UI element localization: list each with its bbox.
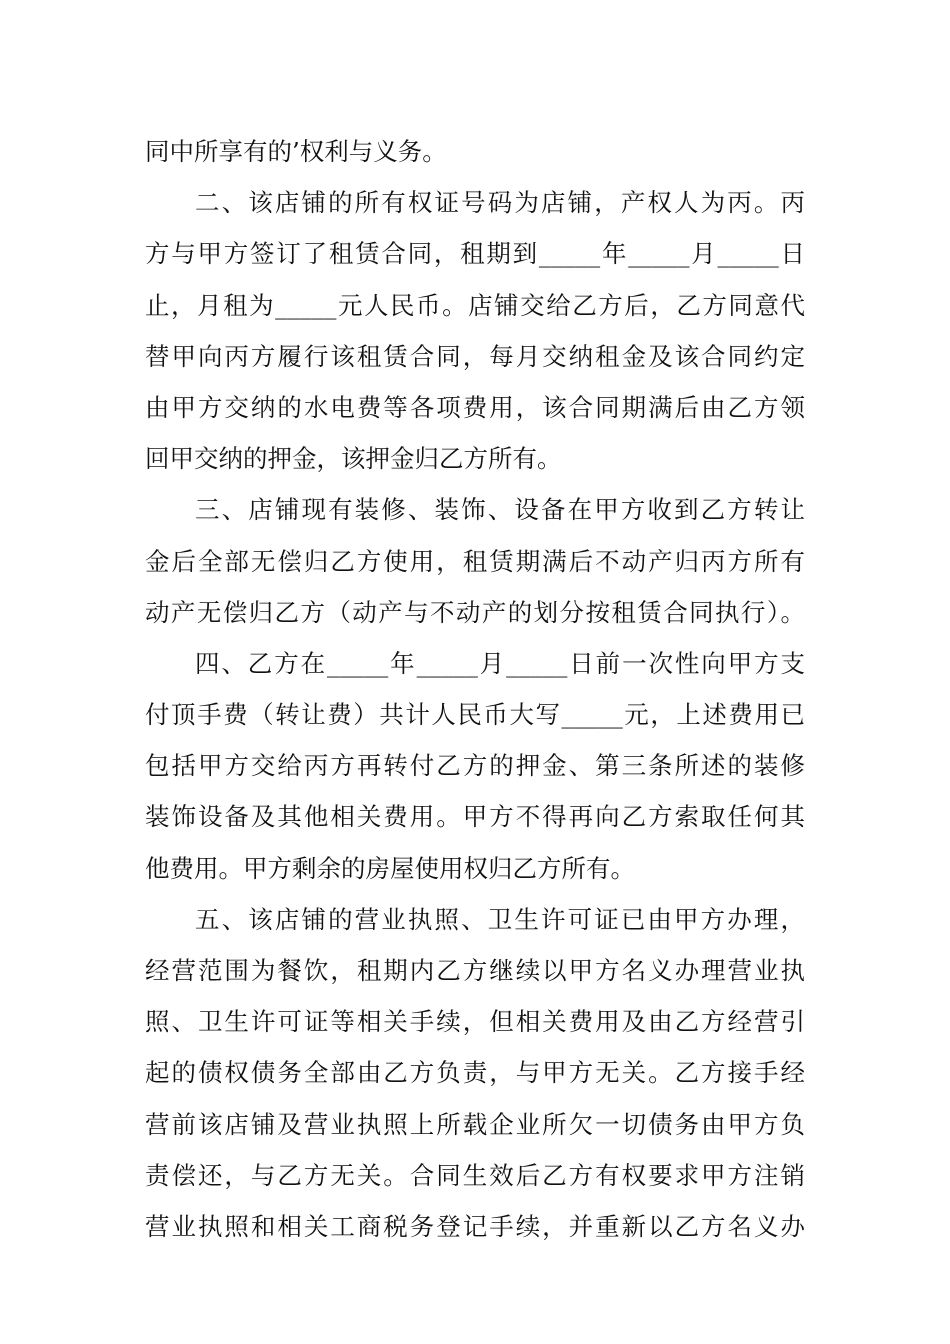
- text-line: 营前该店铺及营业执照上所载企业所欠一切债务由甲方负: [145, 1109, 805, 1139]
- text-line: 止，月租为_____元人民币。店铺交给乙方后，乙方同意代: [145, 290, 805, 320]
- text-line: 回甲交纳的押金，该押金归乙方所有。: [145, 444, 562, 474]
- document-page: [145, 126, 805, 1252]
- text-line: 金后全部无偿归乙方使用，租赁期满后不动产归丙方所有: [145, 546, 805, 576]
- text-line: 他费用。甲方剩余的房屋使用权归乙方所有。: [145, 853, 635, 883]
- text-line: 包括甲方交给丙方再转付乙方的押金、第三条所述的装修: [145, 751, 805, 781]
- text-line: 同中所享有的’权利与义务。: [145, 137, 447, 166]
- text-line: 付顶手费（转让费）共计人民币大写_____元，上述费用已: [145, 700, 805, 730]
- text-line: 替甲向丙方履行该租赁合同，每月交纳租金及该合同约定: [145, 341, 805, 371]
- text-line: 动产无偿归乙方（动产与不动产的划分按租赁合同执行）。: [145, 597, 805, 627]
- text-line: 方与甲方签订了租赁合同，租期到_____年_____月_____日: [145, 239, 805, 269]
- text-line: 三、店铺现有装修、装饰、设备在甲方收到乙方转让: [195, 495, 805, 525]
- text-line: 五、该店铺的营业执照、卫生许可证已由甲方办理，: [195, 904, 805, 934]
- text-line: 二、该店铺的所有权证号码为店铺，产权人为丙。丙: [195, 188, 805, 218]
- text-line: 装饰设备及其他相关费用。甲方不得再向乙方索取任何其: [145, 802, 805, 832]
- text-line: 四、乙方在_____年_____月_____日前一次性向甲方支: [195, 648, 805, 678]
- text-line: 责偿还，与乙方无关。合同生效后乙方有权要求甲方注销: [145, 1160, 805, 1190]
- text-line: 营业执照和相关工商税务登记手续，并重新以乙方名义办: [145, 1211, 805, 1241]
- text-line: 由甲方交纳的水电费等各项费用，该合同期满后由乙方领: [145, 392, 805, 422]
- text-line: 起的债权债务全部由乙方负责，与甲方无关。乙方接手经: [145, 1058, 805, 1088]
- text-line: 经营范围为餐饮，租期内乙方继续以甲方名义办理营业执: [145, 956, 805, 985]
- text-line: 照、卫生许可证等相关手续，但相关费用及由乙方经营引: [145, 1007, 805, 1037]
